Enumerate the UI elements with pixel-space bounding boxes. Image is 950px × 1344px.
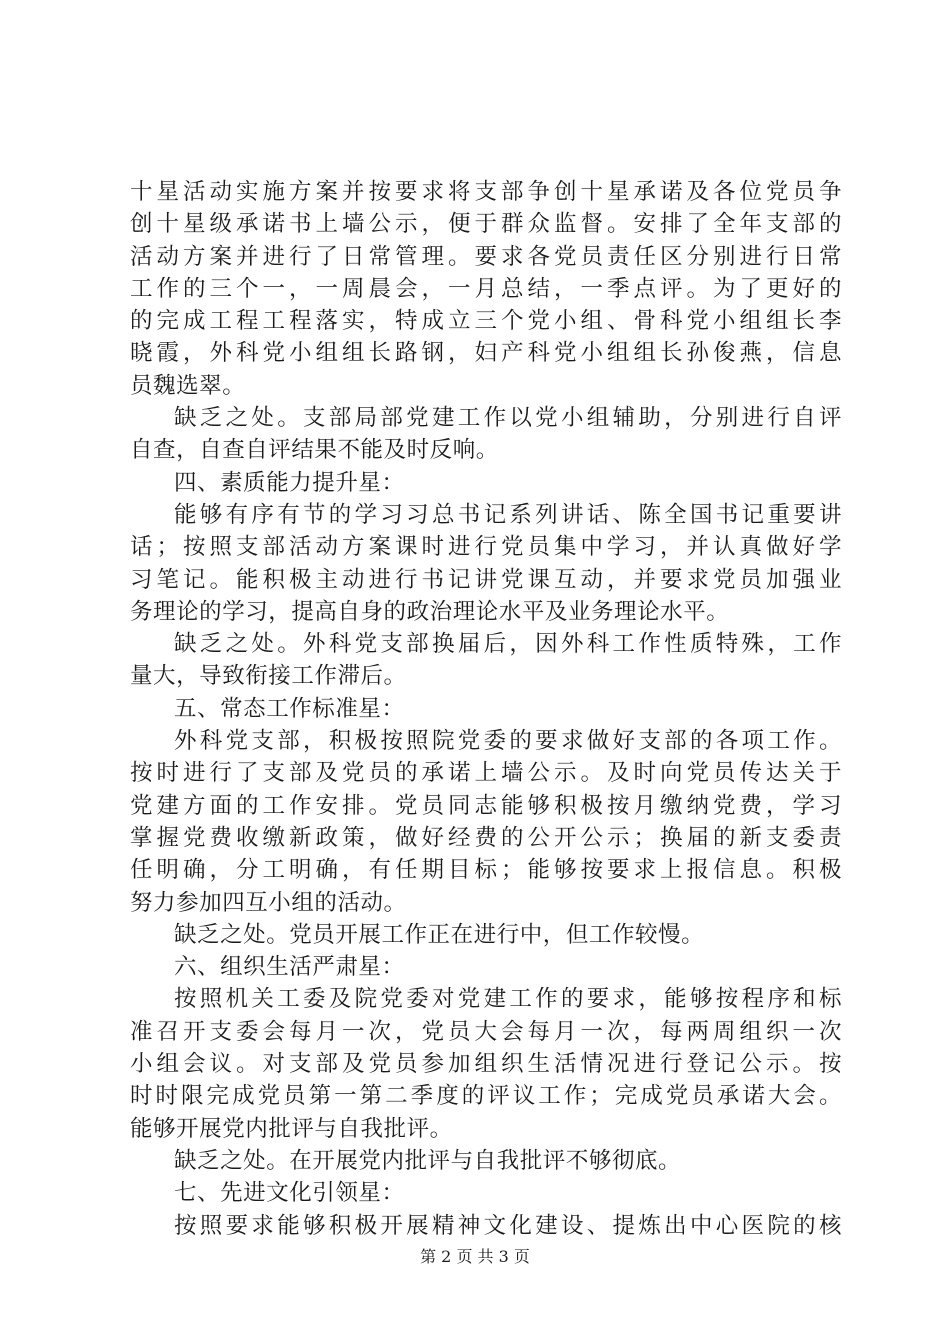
paragraph-line: 创十星级承诺书上墙公示，便于群众监督。安排了全年支部的 (130, 211, 842, 238)
section-heading: 五、常态工作标准星： (174, 695, 405, 722)
paragraph-line: 时时限完成党员第一第二季度的评议工作；完成党员承诺大会。 (130, 1083, 842, 1110)
paragraph-line: 十星活动实施方案并按要求将支部争创十星承诺及各位党员争 (130, 179, 842, 205)
page-number-footer: 第 2 页 共 3 页 (420, 1247, 530, 1266)
paragraph-line: 按照机关工委及院党委对党建工作的要求，能够按程序和标 (174, 986, 842, 1013)
paragraph-line: 工作的三个一，一周晨会，一月总结，一季点评。为了更好的 (130, 275, 842, 302)
paragraph-line: 外科党支部，积极按照院党委的要求做好支部的各项工作。 (174, 728, 842, 755)
paragraph-line: 缺乏之处。在开展党内批评与自我批评不够彻底。 (174, 1147, 682, 1174)
paragraph-line: 习笔记。能积极主动进行书记讲党课互动，并要求党员加强业 (130, 566, 842, 593)
paragraph-line: 准召开支委会每月一次，党员大会每月一次，每两周组织一次 (130, 1018, 842, 1045)
section-heading: 四、素质能力提升星： (174, 469, 405, 496)
paragraph-line: 任明确，分工明确，有任期目标；能够按要求上报信息。积极 (130, 857, 842, 884)
paragraph-line: 晓霞，外科党小组组长路钢，妇产科党小组组长孙俊燕，信息 (130, 340, 842, 367)
paragraph-line: 的完成工程工程落实，特成立三个党小组、骨科党小组组长李 (130, 308, 842, 335)
paragraph-line: 按时进行了支部及党员的承诺上墙公示。及时向党员传达关于 (130, 760, 842, 787)
paragraph-line: 员魏选翠。 (130, 372, 246, 399)
paragraph-line: 掌握党费收缴新政策，做好经费的公开公示；换届的新支委责 (130, 824, 842, 851)
paragraph-line: 量大，导致衔接工作滞后。 (130, 663, 407, 690)
paragraph-line: 党建方面的工作安排。党员同志能够积极按月缴纳党费，学习 (130, 792, 842, 819)
paragraph-line: 能够开展党内批评与自我批评。 (130, 1115, 453, 1142)
section-heading: 六、组织生活严肃星： (174, 954, 405, 981)
paragraph-line: 务理论的学习，提高自身的政治理论水平及业务理论水平。 (130, 598, 730, 625)
paragraph-line: 缺乏之处。外科党支部换届后，因外科工作性质特殊，工作 (174, 631, 842, 658)
section-heading: 七、先进文化引领星： (174, 1180, 405, 1207)
paragraph-line: 按照要求能够积极开展精神文化建设、提炼出中心医院的核 (174, 1212, 842, 1239)
paragraph-line: 话；按照支部活动方案课时进行党员集中学习，并认真做好学 (130, 534, 842, 561)
paragraph-line: 缺乏之处。支部局部党建工作以党小组辅助，分别进行自评 (174, 405, 842, 432)
document-body (130, 176, 842, 1242)
paragraph-line: 缺乏之处。党员开展工作正在进行中，但工作较慢。 (174, 921, 705, 948)
paragraph-line: 自查，自查自评结果不能及时反响。 (130, 437, 499, 464)
paragraph-line: 努力参加四互小组的活动。 (130, 889, 407, 916)
paragraph-line: 小组会议。对支部及党员参加组织生活情况进行登记公示。按 (130, 1051, 842, 1078)
paragraph-line: 活动方案并进行了日常管理。要求各党员责任区分别进行日常 (130, 243, 842, 270)
paragraph-line: 能够有序有节的学习习总书记系列讲话、陈全国书记重要讲 (174, 501, 842, 528)
